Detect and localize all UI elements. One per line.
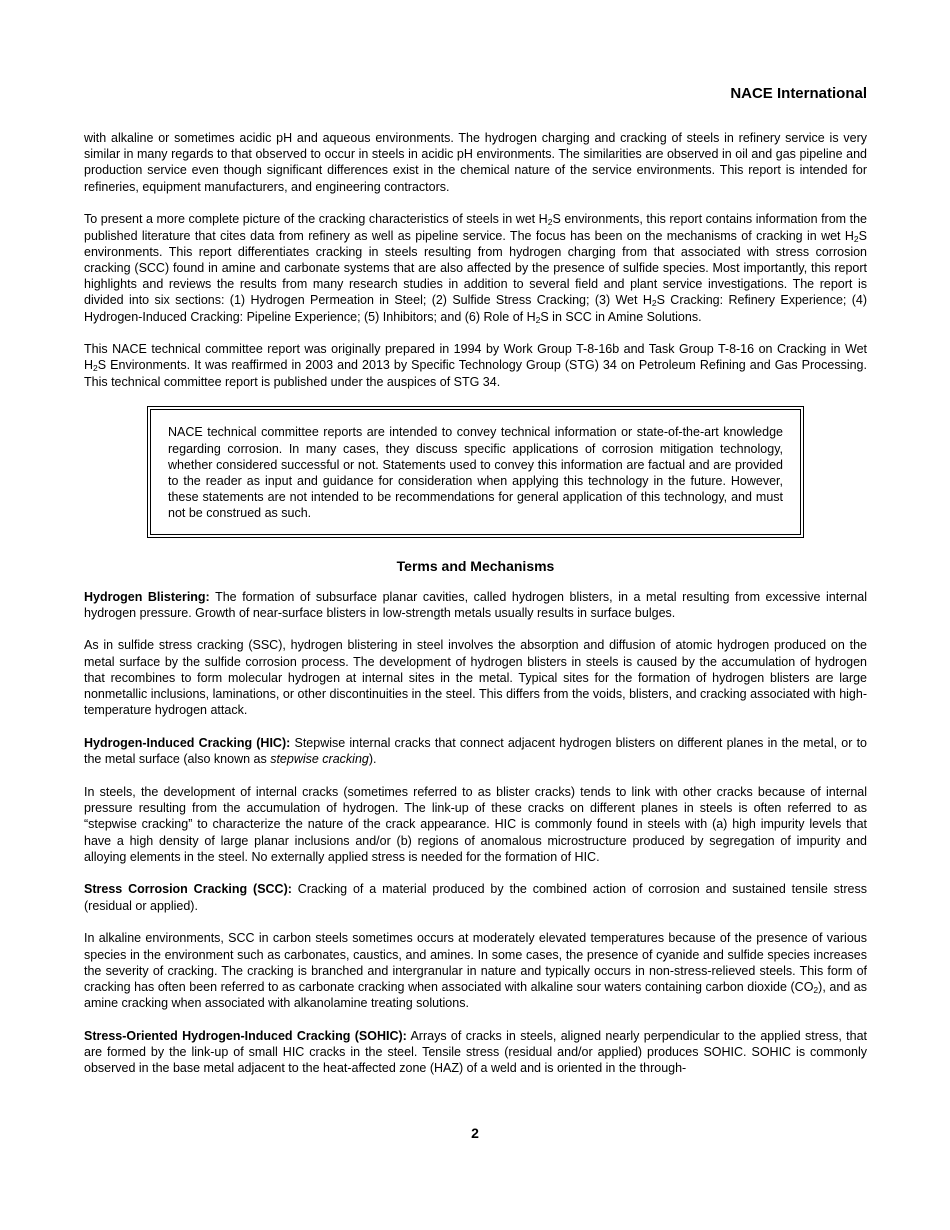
- section-heading: Terms and Mechanisms: [396, 557, 555, 574]
- text-run: S environments. This report differentiates cracking in steels resulting from hydrogen charging from that associated with stress corrosion cracking (SCC) found in amine and carbonate systems that are also affected by the presence of sulfide species. Most importantly, this report highlights and reviews the results from many research studies in addition to several field and plant service investigations. The report is divided into six sections: (1) Hydrogen Permeation in Steel; (2) Sulfide Stress Cracking; (3) Wet H: [84, 228, 867, 308]
- term-definition-end: ).: [368, 752, 377, 767]
- text-run: ), and as amine cracking when associated with alkanolamine treating solutions.: [84, 979, 868, 1011]
- term-label: Stress Corrosion Cracking (SCC):: [84, 882, 292, 897]
- text-run: S environments, this report contains information from the published literature that cites data from refinery as well as pipeline service. The focus has been on the mechanisms of cracking in wet H: [84, 212, 867, 243]
- disclaimer-box: [147, 406, 804, 537]
- blistering-detail: As in sulfide stress cracking (SSC), hydrogen blistering in steel involves the absorption and diffusion of atomic hydrogen produced on the metal surface by the sulfide corrosion process. The development of hydrogen blisters in steels is caused by the accumulation of hydrogen that recombines to form molecular hydrogen at internal sites in the metal. Typical sites for the formation of hydrogen blisters are large nonmetallic inclusions, laminations, or other discontinuities in the steel. This differs from the voids, blisters, and cracking associated with high-temperature hydrogen attack.: [84, 638, 867, 718]
- subscript: 2: [853, 233, 859, 244]
- term-definition: The formation of subsurface planar cavities, called hydrogen blisters, in a metal resulting from excessive internal hydrogen pressure. Growth of near-surface blisters in low-strength metals usually results in surface bulges.: [84, 589, 868, 620]
- term-definition: Stepwise internal cracks that connect adjacent hydrogen blisters on different planes in the metal, or to the metal surface (also known as: [84, 735, 867, 767]
- document-page: [84, 84, 867, 1093]
- text-run: To present a more complete picture of the cracking characteristics of steels in wet H: [84, 212, 548, 227]
- running-header: NACE International: [730, 85, 867, 102]
- page-number: 2: [471, 1125, 479, 1141]
- intro-paragraph-2: [84, 211, 867, 324]
- term-definition: Arrays of cracks in steels, aligned nearly perpendicular to the applied stress, that are formed by the link-up of small HIC cracks in the steel. Tensile stress (residual and/or applied) produces SOHIC. SOHIC is commonly observed in the base metal adjacent to the heat-affected zone (HAZ) of a weld and is oriented in the through-: [84, 1028, 867, 1076]
- term-italic: stepwise cracking: [270, 752, 369, 767]
- subscript: 2: [651, 298, 657, 309]
- scc-detail: [84, 930, 867, 1011]
- intro-paragraph-3: [84, 341, 867, 390]
- term-label: Hydrogen-Induced Cracking (HIC):: [84, 735, 291, 750]
- term-label: Hydrogen Blistering:: [84, 589, 210, 604]
- disclaimer-text: NACE technical committee reports are intended to convey technical information or state-of-the-art knowledge regarding corrosion. In many cases, they discuss specific applications of corrosion mitigation technology, whether considered successful or not. Statements used to convey this information are factual and are provided to the reader as input and guidance for consideration when applying this technology in the future. However, these statements are not intended to be recommendations for general application of this technology, and must not be construed as such.: [168, 425, 783, 521]
- term-scc: [84, 881, 867, 913]
- term-sohic: [84, 1028, 867, 1077]
- subscript: 2: [547, 217, 553, 228]
- text-run: In alkaline environments, SCC in carbon steels sometimes occurs at moderately elevated temperatures because of the presence of various species in the environment such as carbonates, caustics, and amines. In some cases, the presence of cyanide and sulfide species increases the severity of cracking. The cracking is branched and intergranular in nature and typically occurs in non-stress-relieved steels. This form of cracking has often been referred to as carbonate cracking when associated with alkaline sour waters containing carbon dioxide (CO: [84, 931, 867, 994]
- text-run: S Environments. It was reaffirmed in 2003 and 2013 by Specific Technology Group (STG) 34 on Petroleum Refining and Gas Processing. This technical committee report is published under the auspices of STG 34.: [84, 358, 867, 389]
- text-run: S Cracking: Refinery Experience; (4) Hydrogen-Induced Cracking: Pipeline Experience; (5) Inhibitors; and (6) Role of H: [84, 293, 868, 324]
- subscript: 2: [93, 363, 98, 374]
- subscript: 2: [813, 984, 819, 995]
- term-hic: [84, 735, 867, 767]
- text-run: This NACE technical committee report was originally prepared in 1994 by Work Group T-8-16b and Task Group T-8-16 on Cracking in Wet H: [84, 342, 867, 373]
- text-run: S in SCC in Amine Solutions.: [540, 309, 702, 324]
- hic-detail: In steels, the development of internal cracks (sometimes referred to as blister cracks) tends to link with other cracks because of internal pressure resulting from the accumulation of hydrogen. The link-up of these cracks on different planes in steels is often referred to as “stepwise cracking” to characterize the nature of the crack appearance. HIC is commonly found in steels with (a) high impurity levels that have a high density of large planar inclusions and/or (b) regions of anomalous microstructure produced by segregation of impurity and alloying elements in the steel. No externally applied stress is needed for the formation of HIC.: [84, 784, 867, 864]
- subscript: 2: [535, 314, 541, 325]
- term-label: Stress-Oriented Hydrogen-Induced Cracking (SOHIC):: [84, 1028, 407, 1043]
- intro-paragraph-1: with alkaline or sometimes acidic pH and aqueous environments. The hydrogen charging and cracking of steels in refinery service is very similar in many regards to that observed to occur in steels in acidic pH environments. The similarities are observed in oil and gas pipeline and production service even though significant differences exist in the chemical nature of the service environments. This report is intended for refineries, equipment manufacturers, and engineering contractors.: [84, 131, 867, 194]
- term-hydrogen-blistering: [84, 589, 867, 621]
- term-definition: Cracking of a material produced by the combined action of corrosion and sustained tensile stress (residual or applied).: [84, 882, 867, 913]
